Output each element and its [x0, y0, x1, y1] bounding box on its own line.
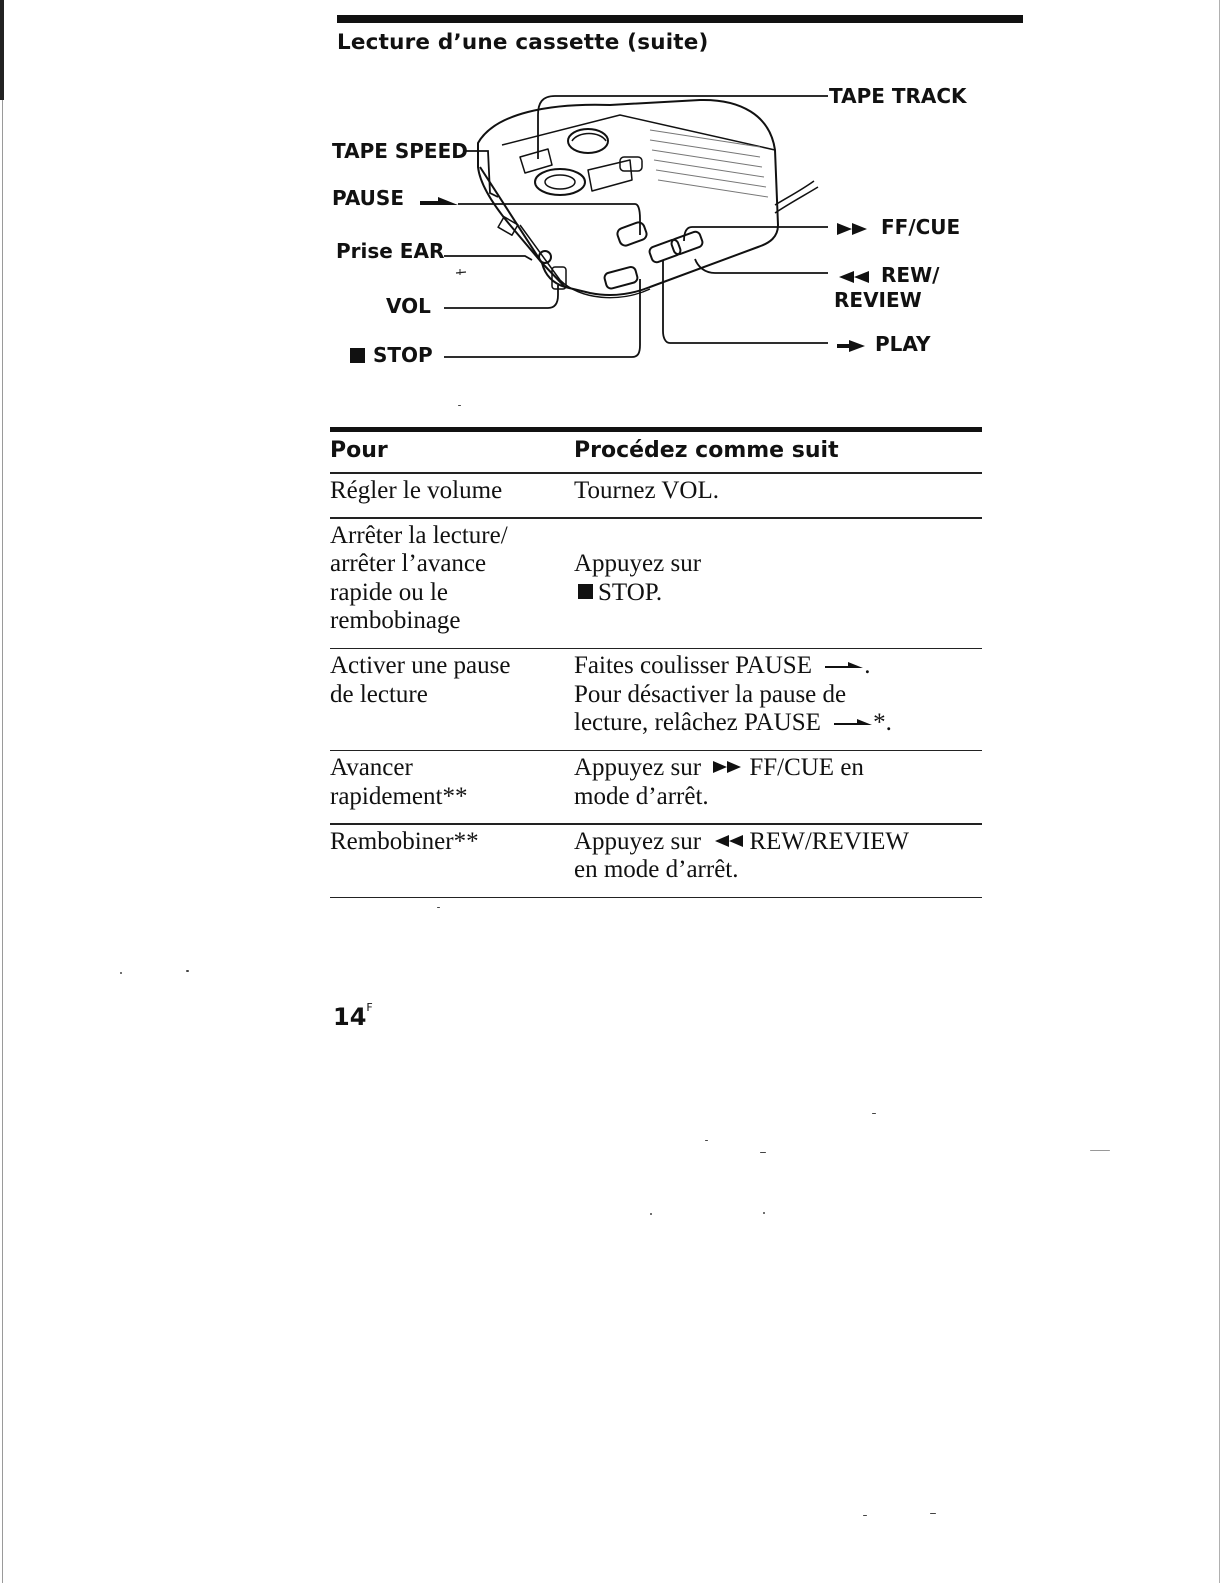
label-tape-track: TAPE TRACK — [829, 84, 967, 108]
row-procedure — [574, 828, 982, 885]
scan-speck — [760, 1152, 766, 1153]
scan-speck — [437, 907, 440, 908]
header-procedez: Procédez comme suit — [574, 438, 839, 463]
stop-icon — [578, 584, 593, 599]
procedure-text: en mode d’arrêt. — [574, 856, 739, 883]
label-rew: REW/ — [881, 263, 940, 287]
label-tape-speed: TAPE SPEED — [332, 139, 468, 163]
row-action: Activer une pause de lecture — [330, 652, 511, 708]
procedure-text: STOP. — [598, 578, 663, 606]
top-rule — [337, 15, 1023, 23]
procedure-text: mode d’arrêt. — [574, 782, 709, 810]
procedure-text: Appuyez sur — [574, 754, 702, 781]
label-review: REVIEW — [834, 288, 922, 312]
label-play: PLAY — [875, 332, 931, 356]
scan-speck — [1090, 1150, 1110, 1151]
procedure-text: Faites coulisser PAUSE — [574, 652, 812, 679]
row-action: Arrêter la lecture/ arrêter l’avance rapide ou le rembobinage — [330, 521, 508, 634]
table-row — [330, 519, 982, 648]
label-vol: VOL — [386, 294, 431, 318]
page-number — [333, 1003, 373, 1031]
label-stop: STOP — [373, 343, 433, 367]
label-prise-ear: Prise EAR — [336, 239, 445, 263]
fast-forward-icon — [835, 222, 871, 236]
procedure-text: Appuyez sur — [574, 827, 702, 855]
procedure-text: REW/REVIEW — [749, 827, 909, 855]
instruction-table — [330, 427, 982, 898]
play-icon — [835, 339, 867, 353]
rewind-icon — [835, 270, 871, 284]
pause-slide-icon — [833, 717, 873, 727]
table-row — [330, 751, 982, 823]
device-diagram — [320, 75, 1000, 385]
scan-speck — [705, 1140, 708, 1141]
rewind-icon — [711, 834, 745, 848]
scan-speck — [872, 1113, 876, 1114]
page-number-value: 14 — [333, 1003, 367, 1031]
row-action: Rembobiner** — [330, 827, 479, 855]
scan-speck — [650, 1213, 652, 1215]
row-procedure — [574, 522, 982, 636]
scan-edge-left — [2, 0, 3, 1583]
page-number-suffix: F — [366, 1001, 373, 1014]
procedure-text: lecture, relâchez PAUSE — [574, 709, 821, 736]
row-action: Avancer rapidement** — [330, 754, 468, 810]
stop-icon — [350, 348, 365, 363]
scan-speck — [930, 1513, 936, 1514]
row-procedure — [574, 754, 982, 811]
pause-slide-icon — [824, 660, 864, 670]
scan-edge-right — [1219, 0, 1220, 1583]
procedure-text: Appuyez sur — [574, 550, 702, 577]
scan-speck — [763, 1212, 765, 1214]
label-pause: PAUSE — [332, 186, 404, 210]
header-pour: Pour — [330, 438, 388, 463]
label-ff-cue: FF/CUE — [881, 215, 961, 239]
row-procedure: Faites coulisser PAUSE . Pour désactiver la pause de lecture, relâchez PAUSE *. — [574, 652, 982, 738]
table-row — [330, 825, 982, 897]
section-title: Lecture d’une cassette (suite) — [337, 30, 709, 55]
table-row — [330, 649, 982, 750]
procedure-text: FF/CUE en — [749, 754, 864, 781]
table-row — [330, 474, 982, 518]
procedure-text: Pour désactiver la pause de — [574, 680, 847, 708]
scan-speck — [863, 1515, 867, 1516]
table-bottom-rule — [330, 897, 982, 899]
fast-forward-icon — [711, 760, 745, 774]
row-action: Régler le volume — [330, 476, 503, 504]
pause-arrow-icon — [420, 197, 458, 205]
row-procedure: Tournez VOL. — [574, 476, 719, 504]
scan-speck — [186, 970, 189, 972]
scan-speck — [120, 972, 122, 974]
scan-speck — [458, 405, 461, 406]
scan-edge-mark — [0, 0, 4, 100]
table-header — [330, 432, 982, 472]
procedure-text: *. — [873, 709, 892, 736]
